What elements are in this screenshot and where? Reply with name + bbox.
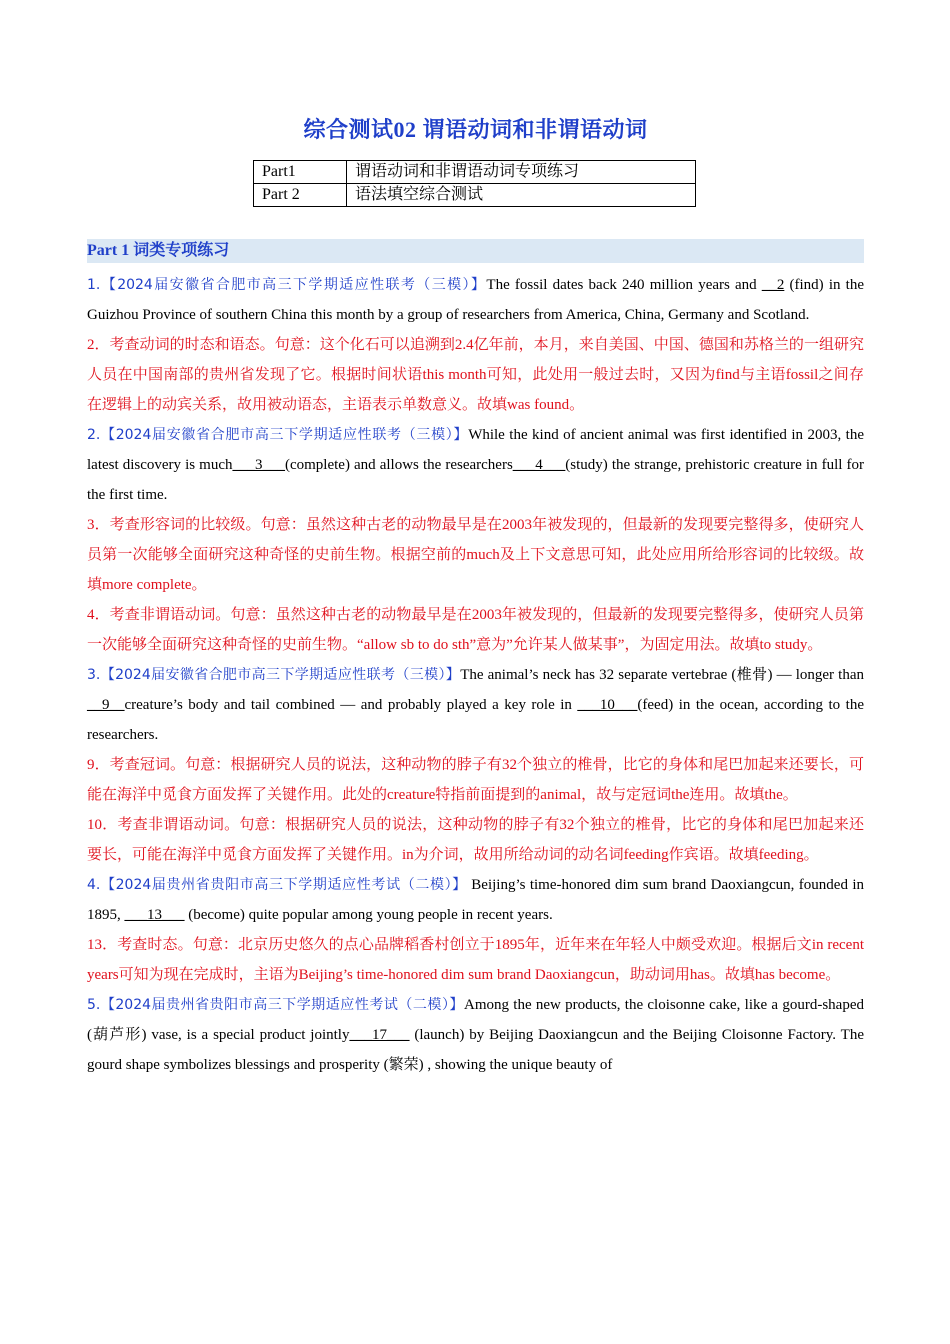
table-row (254, 161, 696, 184)
question-3 (87, 660, 864, 750)
question-number: 2. (87, 427, 101, 443)
question-text: (complete) and allows the researchers (284, 457, 513, 473)
question-source: 【2024届安徽省合肥市高三下学期适应性联考（三模）】 (100, 277, 487, 293)
question-4 (87, 870, 864, 930)
question-1 (87, 270, 864, 330)
answer-3: 3．考查形容词的比较级。句意：虽然这种古老的动物最早是在2003年被发现的，但最新的发现要完整得多，使研究人员第一次能够全面研究这种奇怪的史前生物。根据空前的much及上下文意思可知，此处应用所给形容词的比较级。故填more complete。 (87, 517, 864, 593)
question-number: 3. (87, 667, 101, 683)
question-5 (87, 990, 864, 1080)
question-text: The animal’s neck has 32 separate vertebrae (椎骨) — longer than (460, 667, 864, 683)
question-text: (become) quite popular among young people in recent years. (184, 907, 553, 923)
question-text: (study) the strange, prehistoric creature in full for the first time. (87, 457, 864, 503)
toc-part-label: Part1 (254, 161, 347, 184)
answer-9: 9．考查冠词。句意：根据研究人员的说法，这种动物的脖子有32个独立的椎骨，比它的身体和尾巴加起来还要长，可能在海洋中觅食方面发挥了关键作用。此处的creature特指前面提到的animal，故与定冠词the连用。故填the。 (87, 757, 864, 803)
toc-part-desc: 谓语动词和非谓语动词专项练习 (347, 161, 696, 184)
answer-2: 2．考查动词的时态和语态。句意：这个化石可以追溯到2.4亿年前，本月，来自美国、中国、德国和苏格兰的一组研究人员在中国南部的贵州省发现了它。根据时间状语this month可知，此处用一般过去时，又因为find与主语fossil之间存在逻辑上的动宾关系，故用被动语态，主语表示单数意义。故填was found。 (87, 337, 864, 413)
section-heading: Part 1 词类专项练习 (87, 239, 864, 263)
question-text: Beijing’s time-honored dim sum brand Daoxiangcun, founded in 1895, (87, 877, 864, 923)
page-title: 综合测试02 谓语动词和非谓语动词 (303, 117, 648, 142)
question-text: Among the new products, the cloisonne cake, like a gourd-shaped (葫芦形) vase, is a special product jointly (87, 997, 864, 1043)
question-number: 1. (87, 277, 101, 293)
question-text: (launch) by Beijing Daoxiangcun and the Beijing Cloisonne Factory. The gourd shape symbolizes blessings and prosperity (繁荣) , showing the unique beauty of (87, 1027, 864, 1073)
question-text: (feed) in the ocean, according to the researchers. (87, 697, 864, 743)
table-row (254, 184, 696, 207)
blank: ___3___ (232, 457, 285, 473)
question-source: 【2024届安徽省合肥市高三下学期适应性联考（三模）】 (100, 427, 469, 443)
exercise-content (87, 270, 864, 1080)
blank: __2 (761, 277, 785, 293)
question-text: While the kind of ancient animal was first identified in 2003, the latest discovery is much (87, 427, 864, 473)
answer-4: 4．考查非谓语动词。句意：虽然这种古老的动物最早是在2003年被发现的，但最新的发现要完整得多，使研究人员第一次能够全面研究这种奇怪的史前生物。“allow sb to do sth”意为”允许某人做某事”，为固定用法。故填to study。 (87, 607, 864, 653)
contents-table (253, 160, 696, 207)
question-number: 5. (87, 997, 101, 1013)
question-text: creature’s body and tail combined — and probably played a key role in (124, 697, 578, 713)
blank: ___13___ (124, 907, 185, 923)
question-text: (find) in the Guizhou Province of southern China this month by a group of researchers from America, China, Germany and Scotland. (87, 277, 864, 323)
toc-part-label: Part 2 (254, 184, 347, 207)
answer-10: 10．考查非谓语动词。句意：根据研究人员的说法，这种动物的脖子有32个独立的椎骨，比它的身体和尾巴加起来还要长，可能在海洋中觅食方面发挥了关键作用。in为介词，故用所给动词的动名词feeding作宾语。故填feeding。 (87, 817, 864, 863)
blank: __9__ (87, 697, 125, 713)
question-source: 【2024届贵州省贵阳市高三下学期适应性考试（二模）】 (100, 997, 464, 1013)
question-text: The fossil dates back 240 million years and (486, 277, 762, 293)
answer-13: 13．考查时态。句意：北京历史悠久的点心品牌稻香村创立于1895年，近年来在年轻人中颇受欢迎。根据后文in recent years可知为现在完成时，主语为Beijing’s time-honored dim sum brand Daoxiangcun，助动词用has。故填has become。 (87, 937, 864, 983)
blank: ___17___ (349, 1027, 410, 1043)
question-2 (87, 420, 864, 510)
blank: ___4___ (512, 457, 566, 473)
question-source: 【2024届贵州省贵阳市高三下学期适应性考试（二模）】 (100, 877, 467, 893)
blank: ___10___ (577, 697, 638, 713)
question-source: 【2024届安徽省合肥市高三下学期适应性联考（三模）】 (100, 667, 461, 683)
toc-part-desc: 语法填空综合测试 (347, 184, 696, 207)
question-number: 4. (87, 877, 101, 893)
